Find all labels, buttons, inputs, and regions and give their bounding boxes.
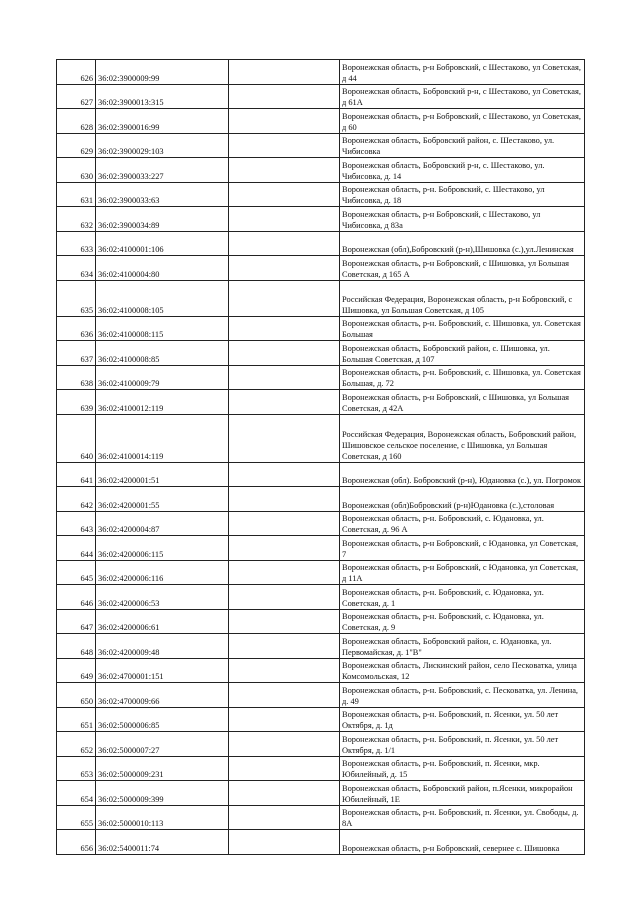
row-number-cell: 654	[57, 781, 96, 806]
table-row	[57, 536, 585, 561]
address-cell: Воронежская область, Лискинский район, село Песковатка, улица Комсомольская, 12	[340, 658, 585, 683]
row-number-cell: 626	[57, 60, 96, 85]
cadastral-number-cell: 36:02:4200006:116	[96, 560, 229, 585]
table-row	[57, 133, 585, 158]
row-number-cell: 644	[57, 536, 96, 561]
row-number-cell: 641	[57, 462, 96, 487]
empty-cell	[229, 84, 340, 109]
row-number-cell: 640	[57, 414, 96, 462]
cadastral-number-cell: 36:02:4200001:51	[96, 462, 229, 487]
table-row	[57, 109, 585, 134]
address-cell: Воронежская область, р-н. Бобровский, с. Юдановка, ул. Советская, д. 9	[340, 609, 585, 634]
table-row	[57, 256, 585, 281]
address-cell: Воронежская область, Бобровский р-н, с Шестаково, ул Советская, д 61А	[340, 84, 585, 109]
row-number-cell: 639	[57, 390, 96, 415]
empty-cell	[229, 462, 340, 487]
table-row	[57, 280, 585, 316]
empty-cell	[229, 658, 340, 683]
cadastral-number-cell: 36:02:4100012:119	[96, 390, 229, 415]
address-cell: Воронежская область, р-н. Бобровский, с. Юдановка, ул. Советская, д. 1	[340, 585, 585, 610]
cadastral-number-cell: 36:02:3900013:315	[96, 84, 229, 109]
address-cell: Воронежская область, р-н. Бобровский, с. Шишовка, ул. Советская Большая, д. 72	[340, 365, 585, 390]
address-cell: Воронежская область, р-н. Бобровский, с. Песковатка, ул. Ленина, д. 49	[340, 683, 585, 708]
table-row	[57, 658, 585, 683]
cadastral-number-cell: 36:02:4200006:53	[96, 585, 229, 610]
cadastral-number-cell: 36:02:5000009:399	[96, 781, 229, 806]
address-cell: Воронежская область, Бобровский район, с. Шестаково, ул. Чибисовка	[340, 133, 585, 158]
address-cell: Воронежская (обл). Бобровский (р-н), Юдановка (с.), ул. Погромок	[340, 462, 585, 487]
table-row	[57, 207, 585, 232]
cadastral-number-cell: 36:02:4100008:115	[96, 316, 229, 341]
address-cell: Воронежская область, р-н Бобровский, с Юдановка, ул Советская, 7	[340, 536, 585, 561]
table-row	[57, 365, 585, 390]
empty-cell	[229, 390, 340, 415]
address-cell: Воронежская область, р-н. Бобровский, с. Шестаково, ул Чибисовка, д. 18	[340, 182, 585, 207]
cadastral-number-cell: 36:02:4100001:106	[96, 231, 229, 256]
cadastral-number-cell: 36:02:5400011:74	[96, 830, 229, 855]
address-cell: Воронежская область, р-н. Бобровский, с. Юдановка, ул. Советская, д. 96 А	[340, 511, 585, 536]
address-cell: Воронежская (обл)Бобровский (р-н)Юдановка (с.),столовая	[340, 487, 585, 512]
empty-cell	[229, 109, 340, 134]
empty-cell	[229, 732, 340, 757]
address-cell: Воронежская область, р-н Бобровский, с Шестаково, ул Чибисовка, д 83а	[340, 207, 585, 232]
address-cell: Воронежская область, р-н Бобровский, с Шишовка, ул Большая Советская, д 165 А	[340, 256, 585, 281]
address-cell: Российская Федерация, Воронежская область, р-н Бобровский, с Шишовка, ул Большая Советская, д 105	[340, 280, 585, 316]
table-row	[57, 316, 585, 341]
cadastral-number-cell: 36:02:5000007:27	[96, 732, 229, 757]
empty-cell	[229, 256, 340, 281]
address-cell: Российская Федерация, Воронежская область, Бобровский район, Шишовское сельское поселение, с Шишовка, ул Большая Советская, д 160	[340, 414, 585, 462]
row-number-cell: 632	[57, 207, 96, 232]
table-row	[57, 560, 585, 585]
table-row	[57, 805, 585, 830]
empty-cell	[229, 609, 340, 634]
cadastral-number-cell: 36:02:4100008:105	[96, 280, 229, 316]
address-cell: Воронежская область, р-н Бобровский, с Шестаково, ул Советская, д 44	[340, 60, 585, 85]
empty-cell	[229, 830, 340, 855]
cadastral-number-cell: 36:02:5000009:231	[96, 756, 229, 781]
table-row	[57, 84, 585, 109]
address-cell: Воронежская область, р-н Бобровский, с Шестаково, ул Советская, д 60	[340, 109, 585, 134]
row-number-cell: 636	[57, 316, 96, 341]
address-cell: Воронежская область, р-н. Бобровский, п. Ясенки, ул. 50 лет Октября, д. 1д	[340, 707, 585, 732]
row-number-cell: 646	[57, 585, 96, 610]
empty-cell	[229, 707, 340, 732]
table-row	[57, 341, 585, 366]
row-number-cell: 649	[57, 658, 96, 683]
empty-cell	[229, 316, 340, 341]
address-cell: Воронежская область, Бобровский район, п.Ясенки, микрорайон Юбилейный, 1Е	[340, 781, 585, 806]
row-number-cell: 651	[57, 707, 96, 732]
row-number-cell: 648	[57, 634, 96, 659]
address-cell: Воронежская (обл),Бобровский (р-н),Шишовка (с.),ул.Ленинская	[340, 231, 585, 256]
row-number-cell: 653	[57, 756, 96, 781]
address-cell: Воронежская область, р-н. Бобровский, п. Ясенки, мкр. Юбилейный, д. 15	[340, 756, 585, 781]
row-number-cell: 634	[57, 256, 96, 281]
table-row	[57, 609, 585, 634]
table-row	[57, 414, 585, 462]
cadastral-number-cell: 36:02:3900033:63	[96, 182, 229, 207]
row-number-cell: 629	[57, 133, 96, 158]
row-number-cell: 652	[57, 732, 96, 757]
cadastral-number-cell: 36:02:4200009:48	[96, 634, 229, 659]
address-cell: Воронежская область, Бобровский р-н, с. Шестаково, ул. Чибисовка, д. 14	[340, 158, 585, 183]
row-number-cell: 643	[57, 511, 96, 536]
cadastral-number-cell: 36:02:4200004:87	[96, 511, 229, 536]
empty-cell	[229, 182, 340, 207]
empty-cell	[229, 585, 340, 610]
table-row	[57, 487, 585, 512]
table-row	[57, 634, 585, 659]
address-cell: Воронежская область, р-н. Бобровский, с. Шишовка, ул. Советская Большая	[340, 316, 585, 341]
cadastral-number-cell: 36:02:3900029:103	[96, 133, 229, 158]
empty-cell	[229, 683, 340, 708]
cadastral-number-cell: 36:02:5000010:113	[96, 805, 229, 830]
empty-cell	[229, 280, 340, 316]
cadastral-number-cell: 36:02:3900033:227	[96, 158, 229, 183]
address-cell: Воронежская область, Бобровский район, с. Юдановка, ул. Первомайская, д. 1"В"	[340, 634, 585, 659]
empty-cell	[229, 231, 340, 256]
empty-cell	[229, 805, 340, 830]
empty-cell	[229, 207, 340, 232]
registry-table-body	[57, 60, 585, 855]
empty-cell	[229, 756, 340, 781]
row-number-cell: 635	[57, 280, 96, 316]
cadastral-registry-table	[56, 59, 585, 855]
cadastral-number-cell: 36:02:3900009:99	[96, 60, 229, 85]
address-cell: Воронежская область, р-н. Бобровский, п. Ясенки, ул. 50 лет Октября, д. 1/1	[340, 732, 585, 757]
table-row	[57, 60, 585, 85]
cadastral-number-cell: 36:02:4100008:85	[96, 341, 229, 366]
cadastral-number-cell: 36:02:3900034:89	[96, 207, 229, 232]
cadastral-number-cell: 36:02:4200006:115	[96, 536, 229, 561]
table-row	[57, 756, 585, 781]
cadastral-number-cell: 36:02:4700001:151	[96, 658, 229, 683]
empty-cell	[229, 781, 340, 806]
row-number-cell: 647	[57, 609, 96, 634]
empty-cell	[229, 634, 340, 659]
row-number-cell: 642	[57, 487, 96, 512]
table-row	[57, 182, 585, 207]
cadastral-number-cell: 36:02:4700009:66	[96, 683, 229, 708]
cadastral-number-cell: 36:02:4100009:79	[96, 365, 229, 390]
table-row	[57, 732, 585, 757]
empty-cell	[229, 133, 340, 158]
table-row	[57, 158, 585, 183]
row-number-cell: 656	[57, 830, 96, 855]
empty-cell	[229, 158, 340, 183]
empty-cell	[229, 511, 340, 536]
row-number-cell: 638	[57, 365, 96, 390]
table-row	[57, 462, 585, 487]
cadastral-number-cell: 36:02:4200001:55	[96, 487, 229, 512]
address-cell: Воронежская область, р-н Бобровский, севернее с. Шишовка	[340, 830, 585, 855]
table-row	[57, 390, 585, 415]
cadastral-number-cell: 36:02:5000006:85	[96, 707, 229, 732]
table-row	[57, 585, 585, 610]
empty-cell	[229, 341, 340, 366]
row-number-cell: 630	[57, 158, 96, 183]
cadastral-number-cell: 36:02:3900016:99	[96, 109, 229, 134]
address-cell: Воронежская область, Бобровский район, с. Шишовка, ул. Большая Советская, д 107	[340, 341, 585, 366]
table-row	[57, 781, 585, 806]
row-number-cell: 655	[57, 805, 96, 830]
table-row	[57, 683, 585, 708]
empty-cell	[229, 60, 340, 85]
table-row	[57, 511, 585, 536]
address-cell: Воронежская область, р-н Бобровский, с Шишовка, ул Большая Советская, д 42А	[340, 390, 585, 415]
row-number-cell: 627	[57, 84, 96, 109]
empty-cell	[229, 414, 340, 462]
empty-cell	[229, 365, 340, 390]
address-cell: Воронежская область, р-н Бобровский, с Юдановка, ул Советская, д 11А	[340, 560, 585, 585]
row-number-cell: 645	[57, 560, 96, 585]
empty-cell	[229, 560, 340, 585]
cadastral-number-cell: 36:02:4100014:119	[96, 414, 229, 462]
table-row	[57, 830, 585, 855]
row-number-cell: 631	[57, 182, 96, 207]
row-number-cell: 628	[57, 109, 96, 134]
cadastral-number-cell: 36:02:4100004:80	[96, 256, 229, 281]
address-cell: Воронежская область, р-н. Бобровский, п. Ясенки, ул. Свободы, д. 8А	[340, 805, 585, 830]
row-number-cell: 633	[57, 231, 96, 256]
empty-cell	[229, 536, 340, 561]
empty-cell	[229, 487, 340, 512]
table-row	[57, 231, 585, 256]
row-number-cell: 637	[57, 341, 96, 366]
row-number-cell: 650	[57, 683, 96, 708]
table-row	[57, 707, 585, 732]
cadastral-number-cell: 36:02:4200006:61	[96, 609, 229, 634]
